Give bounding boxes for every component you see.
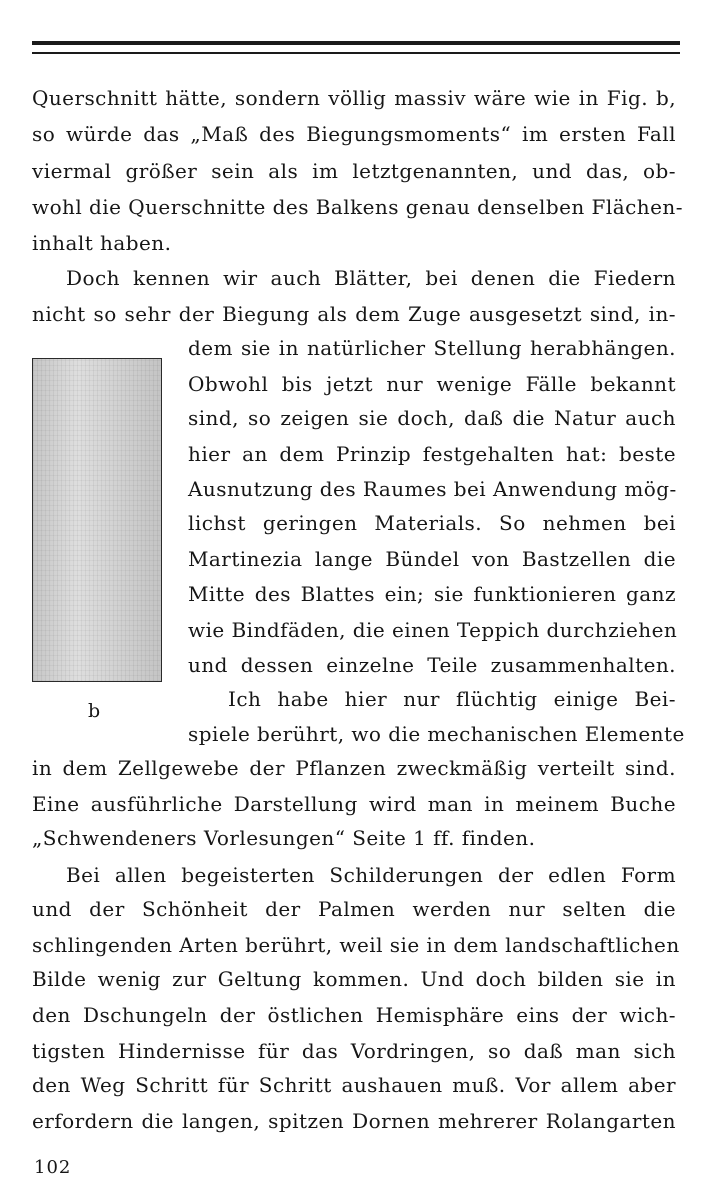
- text-line: in dem Zellgewebe der Pflanzen zweckmäßig verteilt sind.: [32, 756, 676, 780]
- text-line: wohl die Querschnitte des Balkens genau denselben Flächen-: [32, 195, 683, 219]
- text-line: Querschnitt hätte, sondern völlig massiv wäre wie in Fig. b,: [32, 86, 676, 110]
- header-rule-thick: [32, 41, 680, 45]
- text-line: Bilde wenig zur Geltung kommen. Und doch bilden sie in: [32, 967, 676, 991]
- text-line: und der Schönheit der Palmen werden nur selten die: [32, 897, 676, 921]
- text-line: „Schwendeners Vorlesungen“ Seite 1 ff. finden.: [32, 826, 536, 850]
- text-line: spiele berührt, wo die mechanischen Elemente: [188, 722, 685, 746]
- text-line: lichst geringen Materials. So nehmen bei: [188, 511, 676, 535]
- text-line: Eine ausführliche Darstellung wird man in meinem Buche: [32, 792, 676, 816]
- text-line: und dessen einzelne Teile zusammenhalten.: [188, 653, 676, 677]
- text-line: den Weg Schritt für Schritt aushauen muß. Vor allem aber: [32, 1073, 676, 1097]
- text-line: wie Bindfäden, die einen Teppich durchziehen: [188, 618, 678, 642]
- text-line: Martinezia lange Bündel von Bastzellen die: [188, 547, 676, 571]
- text-line: schlingenden Arten berührt, weil sie in dem landschaftlichen: [32, 933, 680, 957]
- text-line: inhalt haben.: [32, 231, 172, 255]
- text-line: hier an dem Prinzip festgehalten hat: beste: [188, 442, 676, 466]
- text-line: Bei allen begeisterten Schilderungen der edlen Form: [66, 863, 676, 887]
- text-line: sind, so zeigen sie doch, daß die Natur auch: [188, 406, 676, 430]
- text-line: so würde das „Maß des Biegungsmoments“ im ersten Fall: [32, 122, 676, 146]
- figure-label: b: [88, 700, 101, 722]
- figure-b-cross-section: [32, 358, 162, 682]
- text-line: dem sie in natürlicher Stellung herabhängen.: [188, 336, 676, 360]
- text-line: erfordern die langen, spitzen Dornen mehrerer Rolangarten: [32, 1109, 676, 1133]
- text-line: Ich habe hier nur flüchtig einige Bei-: [228, 687, 676, 711]
- text-line: den Dschungeln der östlichen Hemisphäre eins der wich-: [32, 1003, 676, 1027]
- text-line: Mitte des Blattes ein; sie funktionieren ganz: [188, 582, 676, 606]
- text-line: Doch kennen wir auch Blätter, bei denen die Fiedern: [66, 266, 676, 290]
- text-line: viermal größer sein als im letztgenannten, und das, ob-: [32, 159, 676, 183]
- text-line: tigsten Hindernisse für das Vordringen, so daß man sich: [32, 1039, 676, 1063]
- text-line: Ausnutzung des Raumes bei Anwendung mög-: [188, 477, 677, 501]
- text-line: nicht so sehr der Biegung als dem Zuge ausgesetzt sind, in-: [32, 302, 676, 326]
- text-line: Obwohl bis jetzt nur wenige Fälle bekannt: [188, 372, 676, 396]
- header-rule-thin: [32, 52, 680, 54]
- page-number: 102: [34, 1157, 72, 1178]
